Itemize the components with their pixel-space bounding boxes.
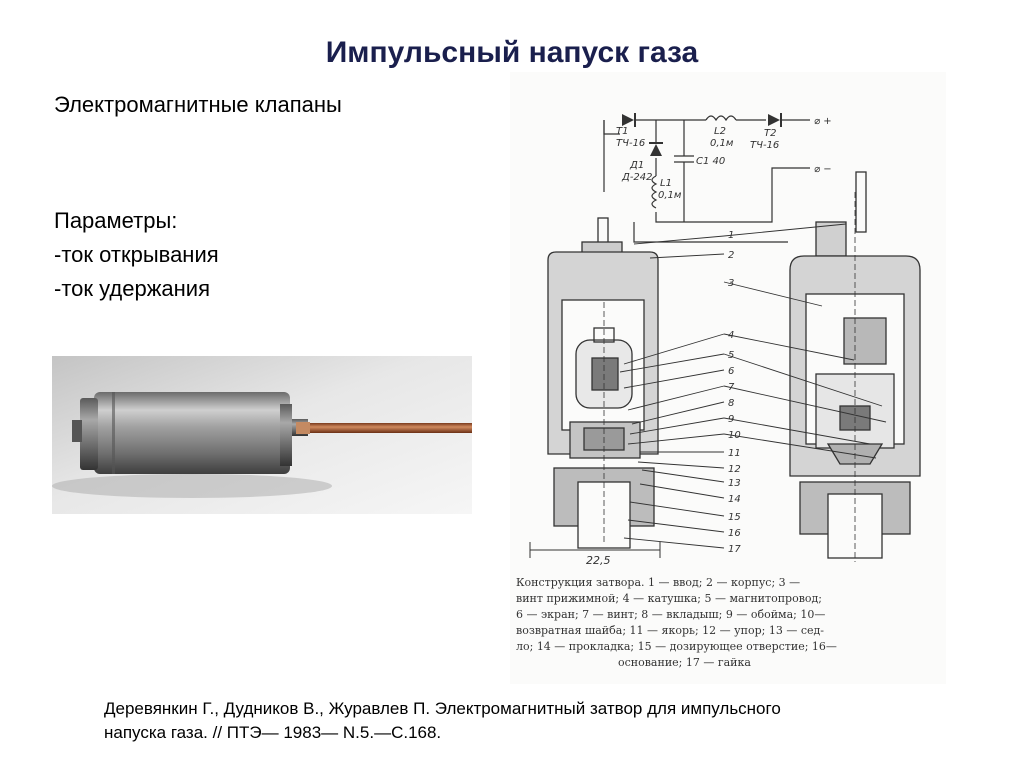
thyristor-t1-type: ТЧ-16 <box>616 138 646 149</box>
callout-16: 16 <box>728 528 741 539</box>
callout-11: 11 <box>728 448 741 459</box>
callout-8: 8 <box>728 398 735 409</box>
callout-4: 4 <box>728 330 735 341</box>
figure-caption-line-1: Конструкция затвора. 1 — ввод; 2 — корпус; 3 — <box>516 576 801 589</box>
citation-line-1: Деревянкин Г., Дудников В., Журавлев П. Электромагнитный затвор для импульсного <box>104 699 781 718</box>
thyristor-t1-label: T1 <box>616 126 629 137</box>
dimension-label: 22,5 <box>586 554 611 567</box>
callout-9: 9 <box>728 414 735 425</box>
figure-caption-line-6: основание; 17 — гайка <box>618 656 751 669</box>
callout-14: 14 <box>728 494 741 505</box>
diode-d1-type: Д-242 <box>622 172 653 183</box>
terminal-minus: ⌀ − <box>814 164 832 175</box>
callout-15: 15 <box>728 512 741 523</box>
slide-subtitle: Электромагнитные клапаны <box>54 92 342 117</box>
valve-photo <box>52 356 472 514</box>
inductor-l2-label: L2 <box>714 126 726 137</box>
figure-caption-line-5: ло; 14 — прокладка; 15 — дозирующее отверстие; 16— <box>516 640 837 653</box>
figure-caption-line-2: винт прижимной; 4 — катушка; 5 — магнитопровод; <box>516 592 823 605</box>
parameters-heading: Параметры: <box>54 208 178 233</box>
callout-10: 10 <box>728 430 741 441</box>
diode-d1-label: Д1 <box>630 160 645 171</box>
callout-5: 5 <box>728 350 735 361</box>
inductor-l1-value: 0,1м <box>658 190 682 201</box>
capacitor-c1-label: C1 40 <box>696 156 726 167</box>
callout-2: 2 <box>728 250 735 261</box>
valve-construction-drawing <box>510 72 946 684</box>
callout-6: 6 <box>728 366 735 377</box>
callout-1: 1 <box>728 230 735 241</box>
terminal-plus: ⌀ + <box>814 116 832 127</box>
callout-13: 13 <box>728 478 741 489</box>
parameter-holding-current: -ток удержания <box>54 276 211 301</box>
parameter-opening-current: -ток открывания <box>54 242 219 267</box>
reference-citation <box>104 697 924 745</box>
callout-3: 3 <box>728 278 735 289</box>
callout-12: 12 <box>728 464 741 475</box>
citation-line-2: напуска газа. // ПТЭ— 1983— N.5.—С.168. <box>104 723 442 742</box>
thyristor-t2-type: ТЧ-16 <box>750 140 780 151</box>
inductor-l2-value: 0,1м <box>710 138 734 149</box>
figure-caption-line-3: 6 — экран; 7 — винт; 8 — вкладыш; 9 — обойма; 10— <box>516 608 826 621</box>
callout-7: 7 <box>728 382 735 393</box>
callout-17: 17 <box>728 544 741 555</box>
figure-caption-line-4: возвратная шайба; 11 — якорь; 12 — упор; 13 — сед- <box>516 624 824 637</box>
inductor-l1-label: L1 <box>660 178 672 189</box>
thyristor-t2-label: T2 <box>764 128 777 139</box>
slide-title: Импульсный напуск газа <box>325 36 699 69</box>
parameters-block <box>54 204 219 306</box>
